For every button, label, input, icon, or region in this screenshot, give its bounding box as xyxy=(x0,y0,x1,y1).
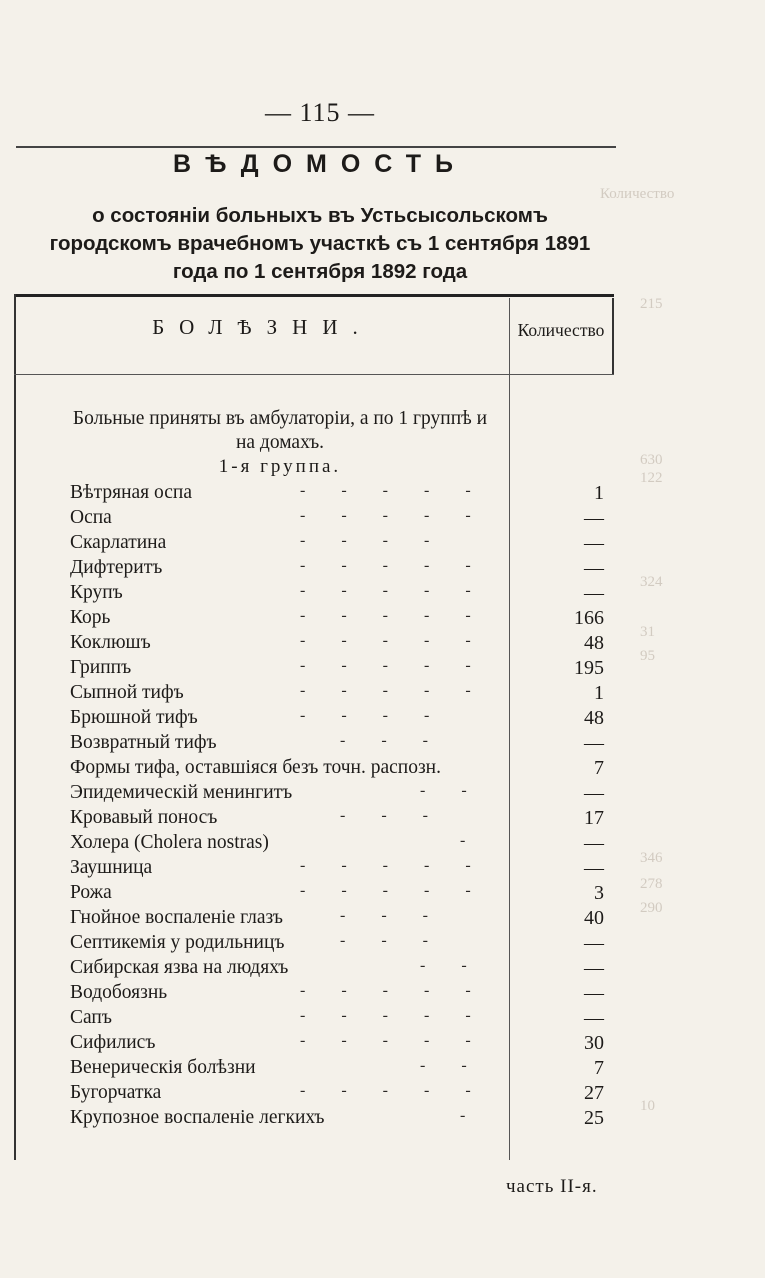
table-row xyxy=(0,982,765,1006)
table-row xyxy=(0,857,765,881)
table-row xyxy=(0,757,765,781)
bleed-through-text: 346 xyxy=(640,850,663,866)
disease-count: 48 xyxy=(584,632,604,654)
disease-name: Возвратный тифъ xyxy=(70,732,217,753)
leader-dots: - - - - - xyxy=(300,607,487,624)
bleed-through-text: 290 xyxy=(640,900,663,916)
table-row xyxy=(0,1032,765,1056)
leader-dots: - - - - - xyxy=(300,857,487,874)
leader-dots: - - - - - xyxy=(300,1007,487,1024)
bleed-through-text: 95 xyxy=(640,648,655,664)
leader-dots: - - - - - xyxy=(300,882,487,899)
disease-name: Коклюшъ xyxy=(70,632,151,653)
disease-count: 48 xyxy=(584,707,604,729)
leader-dots: - - - - - xyxy=(300,557,487,574)
disease-name: Сыпной тифъ xyxy=(70,682,184,703)
disease-count: — xyxy=(584,932,604,954)
disease-name: Холера (Cholera nostras) xyxy=(70,832,269,853)
disease-count: — xyxy=(584,557,604,579)
bleed-through-text: 278 xyxy=(640,876,663,892)
disease-name: Гриппъ xyxy=(70,657,132,678)
leader-dots: - - - - - xyxy=(300,682,487,699)
table-row xyxy=(0,807,765,831)
table-row xyxy=(0,707,765,731)
leader-dots: - xyxy=(300,1107,482,1124)
leader-dots: - - - - - xyxy=(300,482,487,499)
document-subtitle: о состояніи больныхъ въ Устьсысольскомъ городскомъ врачебномъ участкѣ съ 1 сентября 1891 года по 1 сентября 1892 года xyxy=(49,204,591,283)
intro-note: Больные приняты въ амбулаторіи, а по 1 группѣ и на домахъ. xyxy=(72,408,488,453)
column-header-disease: БОЛѢЗНИ. xyxy=(152,315,373,339)
disease-count: 7 xyxy=(594,757,604,779)
disease-name: Сапъ xyxy=(70,1007,112,1028)
disease-count: 30 xyxy=(584,1032,604,1054)
disease-name: Гнойное воспаленіе глазъ xyxy=(70,907,283,928)
table-row xyxy=(0,632,765,656)
disease-count: 17 xyxy=(584,807,604,829)
table-row xyxy=(0,557,765,581)
table-row xyxy=(0,607,765,631)
disease-count: 27 xyxy=(584,1082,604,1104)
disease-name: Септикемія у родильницъ xyxy=(70,932,285,953)
bleed-through-text: 630 xyxy=(640,452,663,468)
leader-dots: - - xyxy=(300,1057,483,1074)
leader-dots: - - - - - xyxy=(300,632,487,649)
disease-name: Сифилисъ xyxy=(70,1032,156,1053)
disease-name: Формы тифа, оставшіяся безъ точн. распозн. xyxy=(70,757,441,778)
table-row xyxy=(0,957,765,981)
table-row xyxy=(0,932,765,956)
disease-count: — xyxy=(584,582,604,604)
leader-dots: - - - - - xyxy=(300,582,487,599)
disease-count: — xyxy=(584,957,604,979)
top-rule xyxy=(16,146,616,148)
disease-name: Вѣтряная оспа xyxy=(70,482,192,503)
table-row xyxy=(0,907,765,931)
document-title: ВѢДОМОСТЬ xyxy=(173,150,467,178)
footer-signature: часть II-я. xyxy=(506,1176,598,1197)
disease-count: 195 xyxy=(574,657,604,679)
bleed-through-text: Количество xyxy=(600,186,675,202)
disease-count: — xyxy=(584,507,604,529)
table-right-border xyxy=(612,298,614,374)
disease-count: 40 xyxy=(584,907,604,929)
table-row xyxy=(0,1057,765,1081)
disease-name: Дифтеритъ xyxy=(70,557,163,578)
bleed-through-text: 122 xyxy=(640,470,663,486)
leader-dots: - - - - - xyxy=(300,657,487,674)
table-row xyxy=(0,882,765,906)
table-row xyxy=(0,732,765,756)
bleed-through-text: 215 xyxy=(640,296,663,312)
leader-dots: - - - - xyxy=(300,707,446,724)
disease-count: 1 xyxy=(594,482,604,504)
disease-count: — xyxy=(584,1007,604,1029)
column-header-quantity: Количество xyxy=(517,320,605,340)
leader-dots: - - xyxy=(300,782,483,799)
table-row xyxy=(0,1082,765,1106)
bleed-through-text: 31 xyxy=(640,624,655,640)
table-row xyxy=(0,682,765,706)
leader-dots: - - - - - xyxy=(300,1082,487,1099)
table-row xyxy=(0,782,765,806)
disease-count: — xyxy=(584,832,604,854)
leader-dots: - - - xyxy=(300,932,444,949)
disease-count: — xyxy=(584,782,604,804)
disease-name: Рожа xyxy=(70,882,112,903)
disease-name: Корь xyxy=(70,607,111,628)
disease-name: Эпидемическій менингитъ xyxy=(70,782,293,803)
disease-name: Оспа xyxy=(70,507,112,528)
disease-name: Венерическія болѣзни xyxy=(70,1057,256,1078)
disease-name: Крупъ xyxy=(70,582,123,603)
disease-name: Брюшной тифъ xyxy=(70,707,198,728)
leader-dots: - - - - - xyxy=(300,1032,487,1049)
disease-count: 25 xyxy=(584,1107,604,1129)
table-row xyxy=(0,582,765,606)
leader-dots: - - - - - xyxy=(300,507,487,524)
disease-name: Заушница xyxy=(70,857,153,878)
disease-count: 3 xyxy=(594,882,604,904)
disease-count: — xyxy=(584,857,604,879)
table-row xyxy=(0,1107,765,1131)
table-row xyxy=(0,507,765,531)
leader-dots: - - - - xyxy=(300,532,446,549)
disease-name: Скарлатина xyxy=(70,532,167,553)
disease-count: — xyxy=(584,982,604,1004)
disease-count: 166 xyxy=(574,607,604,629)
disease-count: 1 xyxy=(594,682,604,704)
disease-name: Бугорчатка xyxy=(70,1082,162,1103)
leader-dots: - - xyxy=(300,957,483,974)
leader-dots: - - - xyxy=(300,732,444,749)
disease-count: — xyxy=(584,532,604,554)
table-row xyxy=(0,1007,765,1031)
table-row xyxy=(0,482,765,506)
bleed-through-text: 324 xyxy=(640,574,663,590)
disease-count: — xyxy=(584,732,604,754)
bleed-through-text: 10 xyxy=(640,1098,655,1114)
group-heading: 1-я группа. xyxy=(218,456,342,477)
disease-name: Сибирская язва на людяхъ xyxy=(70,957,289,978)
leader-dots: - - - xyxy=(300,807,444,824)
header-separator xyxy=(14,374,614,375)
leader-dots: - xyxy=(300,832,482,849)
disease-name: Кровавый поносъ xyxy=(70,807,218,828)
disease-count: 7 xyxy=(594,1057,604,1079)
page-number: — 115 — xyxy=(264,98,376,127)
disease-name: Крупозное воспаленіе легкихъ xyxy=(70,1107,325,1128)
table-row xyxy=(0,657,765,681)
table-row xyxy=(0,832,765,856)
leader-dots: - - - xyxy=(300,907,444,924)
disease-name: Водобоязнь xyxy=(70,982,168,1003)
leader-dots: - - - - - xyxy=(300,982,487,999)
table-row xyxy=(0,532,765,556)
